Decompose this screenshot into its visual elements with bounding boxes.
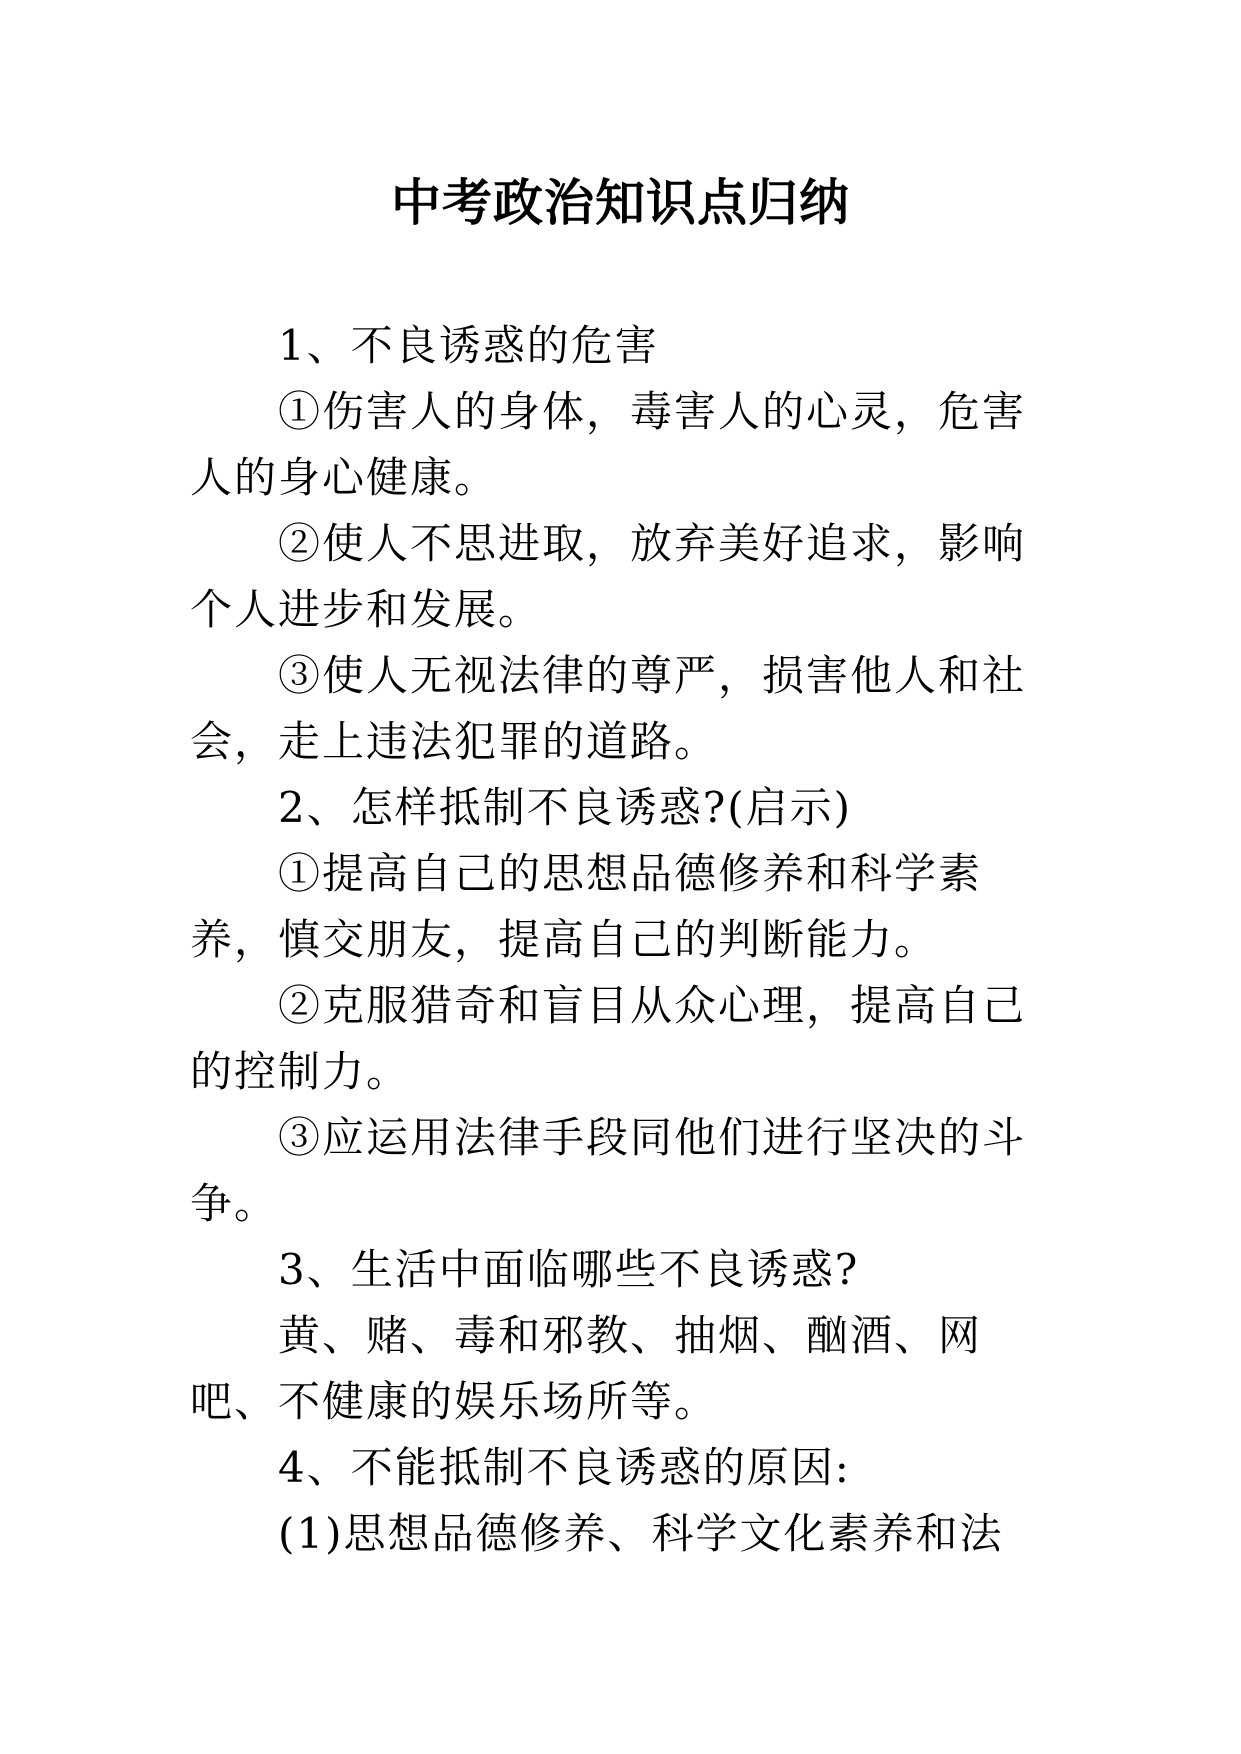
section-heading: 3、生活中面临哪些不良诱惑? (278, 1245, 860, 1294)
list-item: ③应运用法律手段同他们进行坚决的斗争。 (190, 1113, 1027, 1228)
list-item: ③使人无视法律的尊严，损害他人和社会，走上违法犯罪的道路。 (190, 651, 1027, 766)
page-title: 中考政治知识点归纳 (391, 173, 850, 232)
section-heading: 4、不能抵制不良诱惑的原因: (278, 1443, 851, 1492)
section-heading: 1、不良诱惑的危害 (278, 321, 659, 370)
list-item: ②使人不思进取，放弃美好追求，影响个人进步和发展。 (190, 519, 1027, 634)
body-paragraph: 黄、赌、毒和邪教、抽烟、酗酒、网吧、不健康的娱乐场所等。 (190, 1311, 983, 1426)
document-body (190, 313, 1062, 1567)
list-item: ①提高自己的思想品德修养和科学素养，慎交朋友，提高自己的判断能力。 (190, 849, 983, 964)
list-item: ①伤害人的身体，毒害人的心灵，危害人的身心健康。 (190, 387, 1027, 502)
section-heading: 2、怎样抵制不良诱惑?(启示) (278, 783, 853, 832)
list-item: (1)思想品德修养、科学文化素养和法 (278, 1509, 1004, 1558)
list-item: ②克服猎奇和盲目从众心理，提高自己的控制力。 (190, 981, 1027, 1096)
